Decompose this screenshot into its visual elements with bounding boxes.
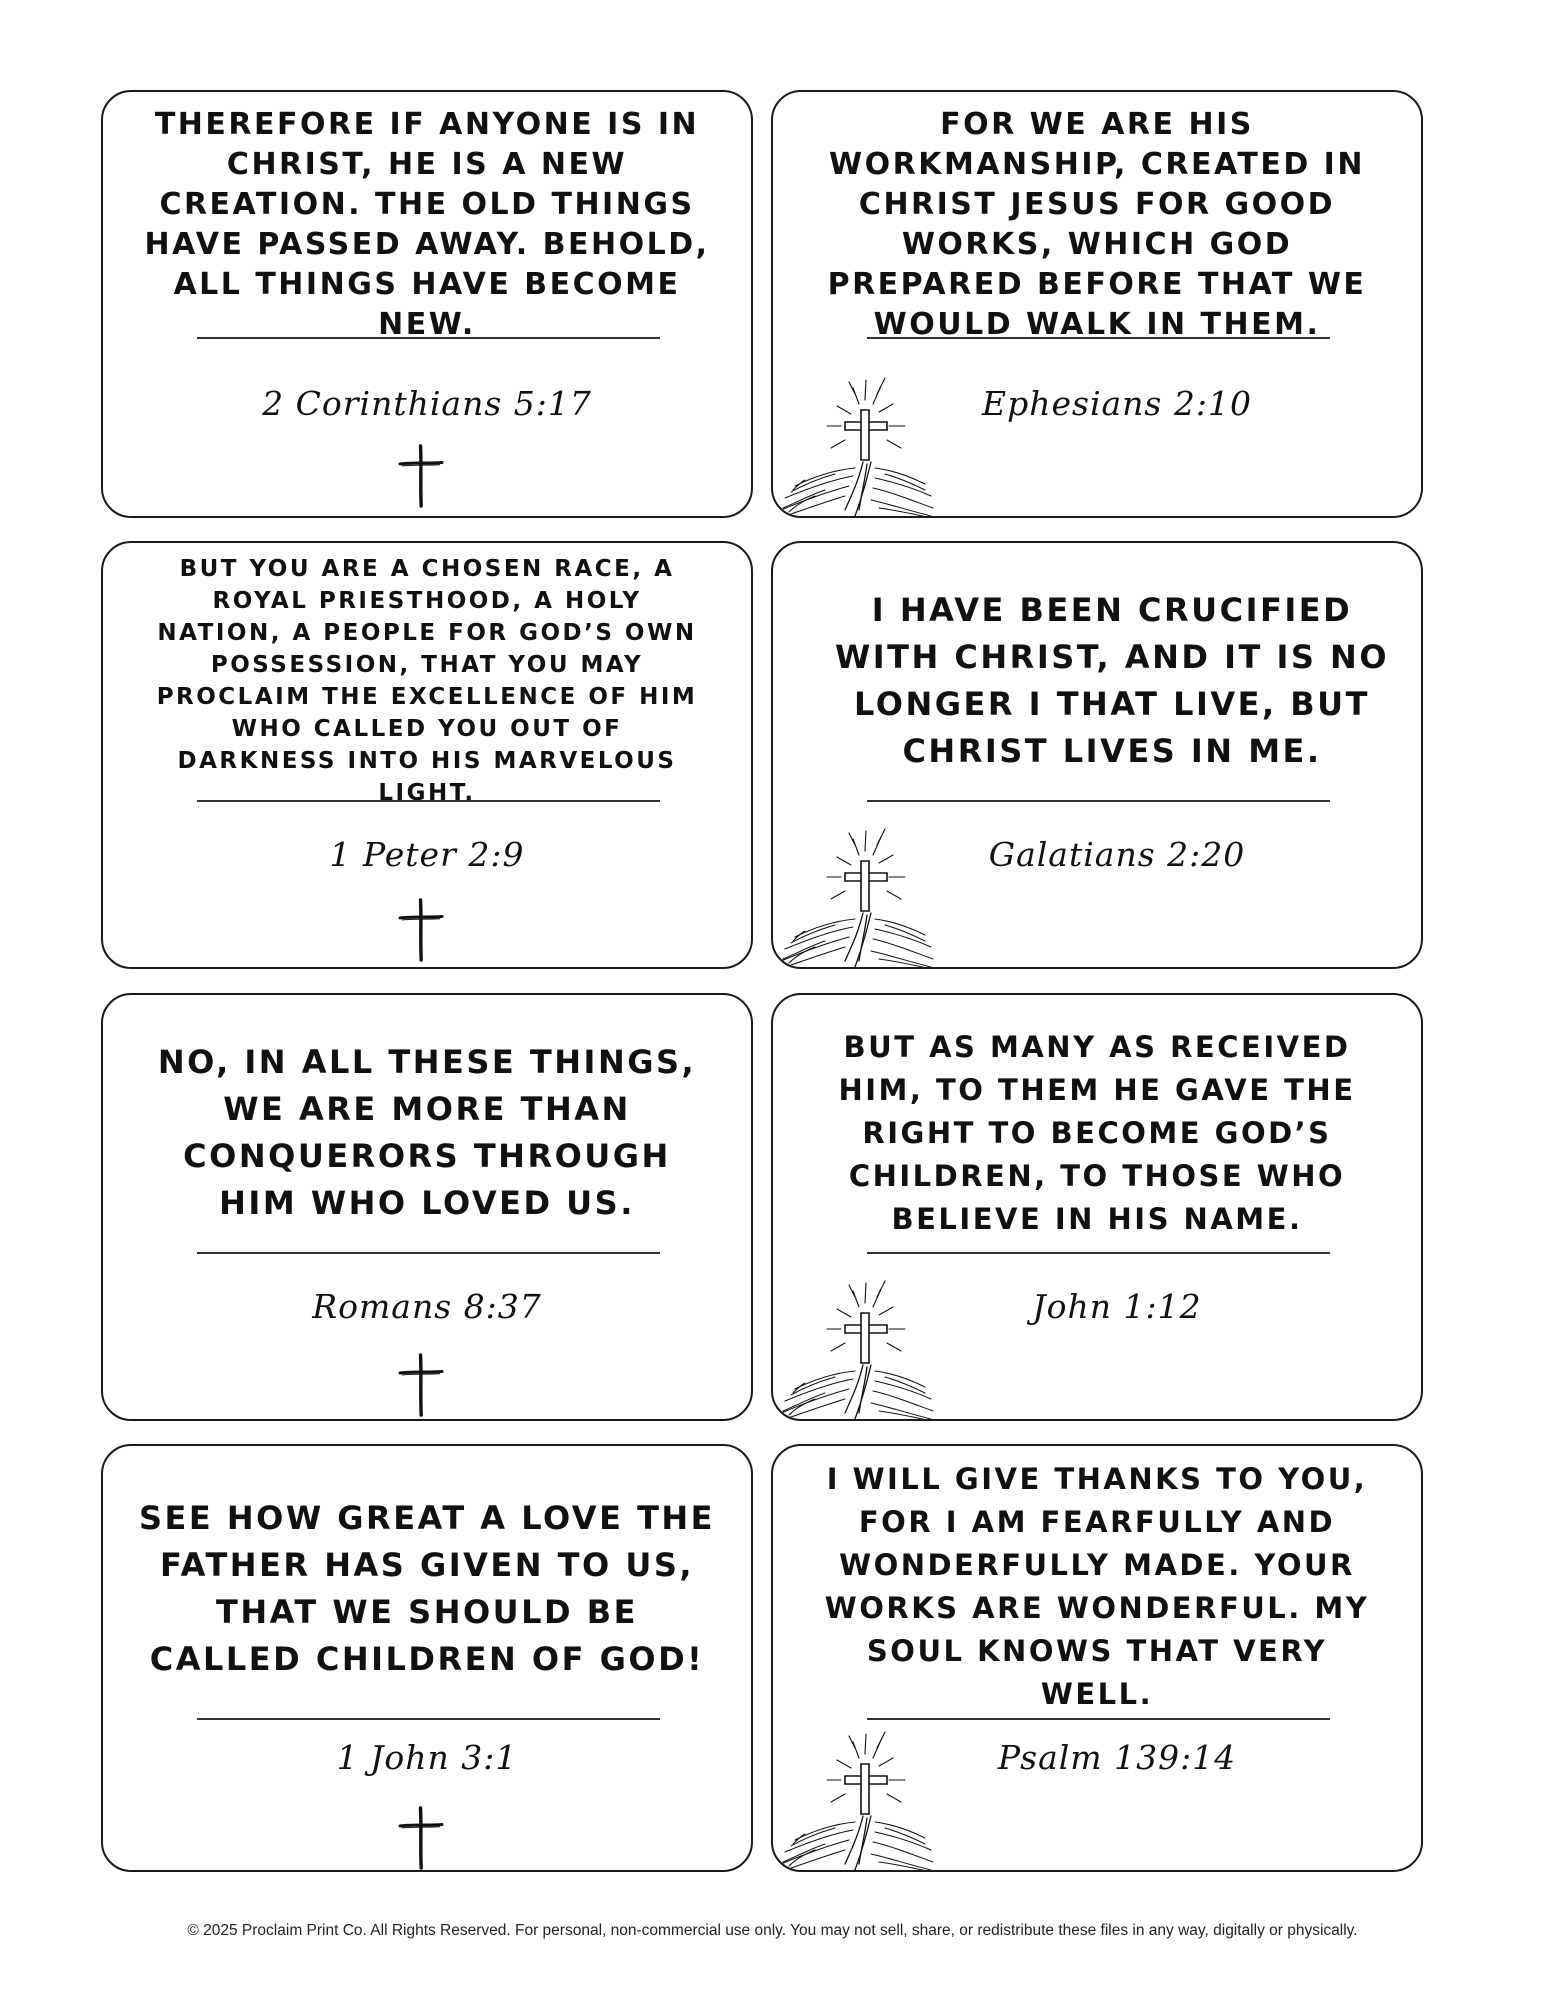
- divider: [867, 1252, 1330, 1254]
- cross-icon: [396, 444, 446, 508]
- verse-text: BUT AS MANY AS RECEIVED HIM, TO THEM HE GAVE THE RIGHT TO BECOME GOD’S CHILDREN, TO THOSE WHO BELIEVE IN HIS NAME.: [838, 1029, 1356, 1236]
- divider: [867, 1718, 1330, 1720]
- verse-text: SEE HOW GREAT A LOVE THE FATHER HAS GIVEN TO US, THAT WE SHOULD BE CALLED CHILDREN OF GOD!: [138, 1499, 716, 1678]
- verse-text: BUT YOU ARE A CHOSEN RACE, A ROYAL PRIESTHOOD, A HOLY NATION, A PEOPLE FOR GOD’S OWN POSSESSION, THAT YOU MAY PROCLAIM THE EXCELLENCE OF HIM WHO CALLED YOU OUT OF DARKNESS INTO HIS MARVELOUS LIGHT.: [156, 556, 698, 806]
- copyright-footer: © 2025 Proclaim Print Co. All Rights Reserved. For personal, non-commercial use only. You may not sell, share, or redistribute these files in any way, digitally or physically.: [187, 1922, 1358, 1939]
- scripture-card: [101, 90, 753, 518]
- divider: [197, 1718, 660, 1720]
- verse-reference: 2 Corinthians 5:17: [262, 384, 592, 423]
- verse-reference: 1 John 3:1: [336, 1738, 518, 1777]
- verse-text: FOR WE ARE HIS WORKMANSHIP, CREATED IN CHRIST JESUS FOR GOOD WORKS, WHICH GOD PREPARED BEFORE THAT WE WOULD WALK IN THEM.: [827, 107, 1367, 342]
- verse-reference: Ephesians 2:10: [982, 384, 1252, 423]
- scripture-card: [101, 1444, 753, 1872]
- scripture-card: [771, 90, 1423, 518]
- scripture-card: [771, 1444, 1423, 1872]
- divider: [197, 1252, 660, 1254]
- scripture-card: [771, 993, 1423, 1421]
- verse-text: THEREFORE IF ANYONE IS IN CHRIST, HE IS A NEW CREATION. THE OLD THINGS HAVE PASSED AWAY. BEHOLD, ALL THINGS HAVE BECOME NEW.: [144, 107, 710, 342]
- divider: [197, 800, 660, 802]
- verse-reference: Psalm 139:14: [997, 1738, 1237, 1777]
- verse-text: NO, IN ALL THESE THINGS, WE ARE MORE THAN CONQUERORS THROUGH HIM WHO LOVED US.: [157, 1043, 697, 1222]
- scripture-card: [101, 541, 753, 969]
- scripture-card: [101, 993, 753, 1421]
- cross-icon: [396, 1806, 446, 1870]
- verse-reference: 1 Peter 2:9: [329, 835, 525, 874]
- verse-text: I WILL GIVE THANKS TO YOU, FOR I AM FEARFULLY AND WONDERFULLY MADE. YOUR WORKS ARE WONDERFUL. MY SOUL KNOWS THAT VERY WELL.: [824, 1462, 1370, 1711]
- cross-icon: [396, 1353, 446, 1417]
- verse-reference: Galatians 2:20: [988, 835, 1246, 874]
- divider: [867, 337, 1330, 339]
- verse-text: I HAVE BEEN CRUCIFIED WITH CHRIST, AND IT IS NO LONGER I THAT LIVE, BUT CHRIST LIVES IN ME.: [834, 591, 1390, 770]
- cross-icon: [396, 898, 446, 962]
- verse-reference: Romans 8:37: [312, 1287, 542, 1326]
- divider: [867, 800, 1330, 802]
- scripture-card: [771, 541, 1423, 969]
- verse-reference: John 1:12: [1032, 1287, 1202, 1326]
- divider: [197, 337, 660, 339]
